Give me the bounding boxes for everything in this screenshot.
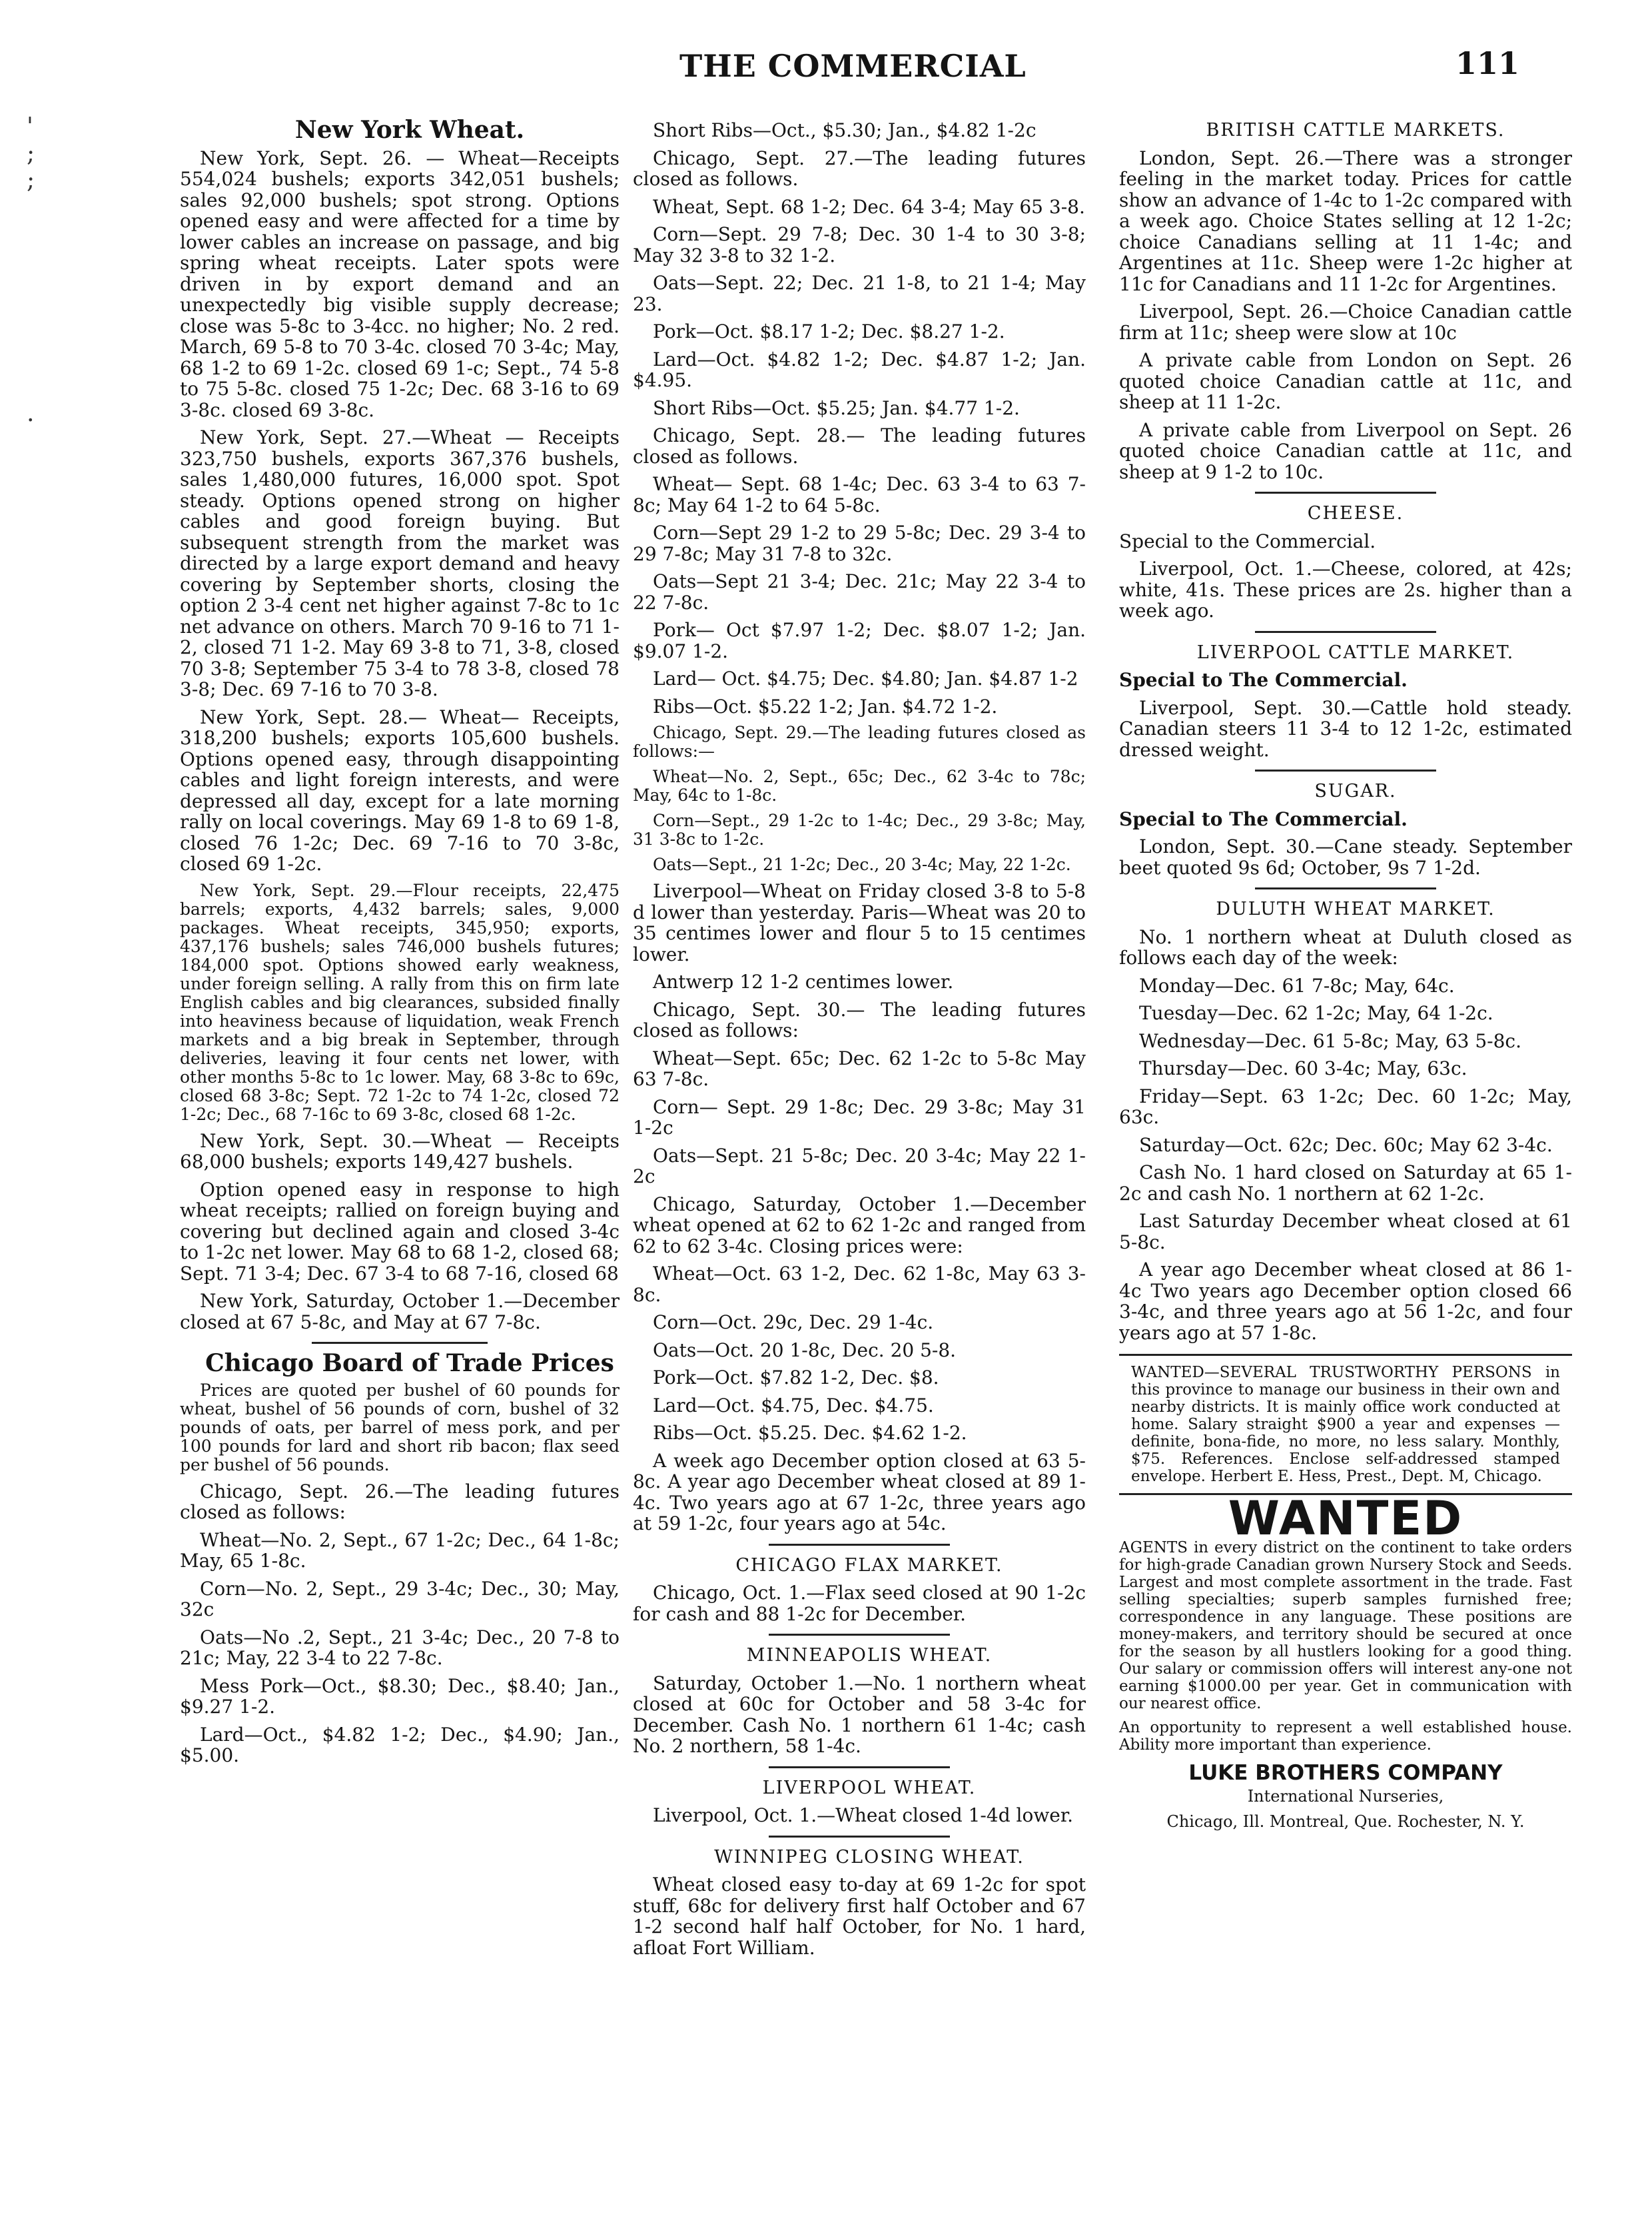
article-paragraph: Saturday, October 1.—No. 1 northern wheat closed at 60c for October and 58 3-4c for December. Cash No. 1 northern 61 1-4c; cash No. 2 northern, 58 1-4c. — [633, 1672, 1086, 1757]
article-paragraph: Oats—No .2, Sept., 21 3-4c; Dec., 20 7-8 to 21c; May, 22 3-4 to 22 7-8c. — [180, 1626, 620, 1669]
section-rule — [312, 1342, 488, 1344]
article-paragraph: New York, Sept. 27.—Wheat — Receipts 323,750 bushels, exports 367,376 bushels, sales 1,480,000 futures, 16,000 spot. Spot steady. Options opened strong on higher cables and good foreign buying. But subsequent strength from the market was directed by a large export demand and heavy covering by September shorts, closing the option 2 3-4 cent net higher against 7-8c to 1c net advance on others. March 70 9-16 to 71 1-2, closed 71 1-2. May 69 3-8 to 71, 3-8, closed 70 3-8; September 75 3-4 to 78 3-8, closed 78 3-8; Dec. 69 7-16 to 70 3-8. — [180, 426, 620, 700]
article-paragraph: Corn—No. 2, Sept., 29 3-4c; Dec., 30; May, 32c — [180, 1577, 620, 1620]
article-paragraph: Wheat— Sept. 68 1-4c; Dec. 63 3-4 to 63 7-8c; May 64 1-2 to 64 5-8c. — [633, 473, 1086, 516]
price-line: Saturday—Oct. 62c; Dec. 60c; May 62 3-4c. — [1139, 1133, 1553, 1156]
article-paragraph: Ribs—Oct. $5.22 1-2; Jan. $4.72 1-2. — [653, 695, 998, 718]
article-paragraph: Corn— Sept. 29 1-8c; Dec. 29 3-8c; May 31 1-2c — [633, 1095, 1086, 1139]
article-paragraph: Wheat—Sept. 65c; Dec. 62 1-2c to 5-8c May 63 7-8c. — [633, 1047, 1086, 1090]
article-paragraph: Chicago, Oct. 1.—Flax seed closed at 90 1-2c for cash and 88 1-2c for December. — [633, 1582, 1086, 1625]
article-paragraph: Chicago, Sept. 28.— The leading futures closed as follows. — [633, 424, 1086, 468]
section-heading: WINNIPEG CLOSING WHEAT. — [714, 1846, 1025, 1868]
article-paragraph: Lard— Oct. $4.75; Dec. $4.80; Jan. $4.87 1-2 — [653, 668, 1078, 690]
article-paragraph: Pork—Oct. $7.82 1-2, Dec. $8. — [653, 1367, 939, 1388]
article-paragraph: Short Ribs—Oct., $5.30; Jan., $4.82 1-2c — [653, 119, 1036, 141]
article-paragraph: A private cable from Liverpool on Sept. 26 quoted choice Canadian cattle at 11c, and sheep at 9 1-2 to 10c. — [1119, 418, 1572, 483]
column-middle — [633, 120, 1086, 1965]
article-paragraph: A week ago December option closed at 63 5-8c. A year ago December wheat closed at 89 1-4c. Two years ago at 67 1-2c, three years ago at 59 1-2c, four years ago at 54c. — [633, 1449, 1086, 1534]
article-paragraph: Last Saturday December wheat closed at 61 5-8c. — [1119, 1210, 1572, 1253]
margin-mark: . — [27, 400, 35, 427]
special-note: Special to the Commercial. — [1119, 530, 1376, 552]
article-paragraph: Corn—Sept. 29 7-8; Dec. 30 1-4 to 30 3-8; May 32 3-8 to 32 1-2. — [633, 223, 1086, 267]
special-note: Special to The Commercial. — [1119, 808, 1408, 830]
ad-text: An opportunity to represent a well established house. Ability more important than experience. — [1119, 1718, 1572, 1754]
article-paragraph: A private cable from London on Sept. 26 quoted choice Canadian cattle at 11c, and sheep at 11 1-2c. — [1119, 349, 1572, 413]
section-rule — [1255, 492, 1436, 494]
section-rule — [1255, 631, 1436, 633]
section-rule — [1255, 770, 1436, 772]
article-paragraph: Corn—Sept., 29 1-2c to 1-4c; Dec., 29 3-8c; May, 31 3-8c to 1-2c. — [633, 811, 1086, 849]
section-heading: SUGAR. — [1314, 781, 1397, 802]
article-paragraph: New York, Sept. 30.—Wheat — Receipts 68,000 bushels; exports 149,427 bushels. — [180, 1129, 620, 1173]
article-paragraph: Short Ribs—Oct. $5.25; Jan. $4.77 1-2. — [653, 396, 1020, 419]
section-heading: MINNEAPOLIS WHEAT. — [746, 1645, 993, 1666]
ad-locations: Chicago, Ill. Montreal, Que. Rochester, N. Y. — [1166, 1812, 1525, 1831]
article-paragraph: Option opened easy in response to high wheat receipts; rallied on foreign buying and covering but declined again and closed 3-4c to 1-2c net lower. May 68 to 68 1-2, closed 68; Sept. 71 3-4; Dec. 67 3-4 to 68 7-16, closed 68 — [180, 1178, 620, 1285]
section-heading: New York Wheat. — [294, 116, 525, 144]
article-paragraph: Oats—Sept. 22; Dec. 21 1-8, to 21 1-4; May 23. — [633, 272, 1086, 315]
section-rule — [769, 1544, 950, 1546]
price-line: Monday—Dec. 61 7-8c; May, 64c. — [1139, 974, 1455, 997]
article-paragraph: New York, Sept. 29.—Flour receipts, 22,475 barrels; exports, 4,432 barrels; sales, 9,000 packages. Wheat receipts, 345,950; exports, 437,176 bushels; sales 746,000 bushels futures; 184,000 spot. Options showed early weakness, under foreign selling. A rally from this on firm late English cables and big clearances, subsided finally into heaviness because of liquidation, weak French markets and a big break in September, through deliveries, leaving it four cents net lower, with other months 5-8c to 1c lower. May, 68 3-8c to 69c, closed 68 3-8c; Sept. 72 1-2c to 74 1-2c, closed 72 1-2c; Dec., 68 7-16c to 69 3-8c, closed 68 1-2c. — [180, 880, 620, 1124]
article-paragraph: New York, Saturday, October 1.—December closed at 67 5-8c, and May at 67 7-8c. — [180, 1290, 620, 1333]
publication-title: THE COMMERCIAL — [679, 48, 1027, 84]
article-paragraph: Liverpool, Sept. 26.—Choice Canadian cattle firm at 11c; sheep were slow at 10c — [1119, 300, 1572, 344]
article-paragraph: London, Sept. 30.—Cane steady. September beet quoted 9s 6d; October, 9s 7 1-2d. — [1119, 835, 1572, 879]
ad-subtitle: International Nurseries, — [1247, 1787, 1444, 1806]
article-paragraph: Wheat—Oct. 63 1-2, Dec. 62 1-8c, May 63 3-8c. — [633, 1263, 1086, 1306]
article-paragraph: Oats—Sept 21 3-4; Dec. 21c; May 22 3-4 to 22 7-8c. — [633, 570, 1086, 614]
ad-text: WANTED—SEVERAL TRUSTWORTHY PERSONS in this province to manage our business in their own and nearby districts. It is mainly office work conducted at home. Salary straight $900 a year and expenses — definite, bona-fide, no more, no less salary. Monthly, $75. References. Enclose self-addressed stamped envelope. Herbert E. Hess, Prest., Dept. M, Chicago. — [1131, 1364, 1560, 1485]
article-paragraph: New York, Sept. 28.— Wheat— Receipts, 318,200 bushels; exports 105,600 bushels. Options opened easy, through disappointing cables and light foreign interests, and were depressed all day, except for a late morning rally on local coverings. May 69 1-8 to 69 1-8, closed 76 1-2c; Dec. 69 7-16 to 70 3-8c, closed 69 1-2c. — [180, 706, 620, 875]
article-paragraph: Cash No. 1 hard closed on Saturday at 65 1-2c and cash No. 1 northern at 62 1-2c. — [1119, 1161, 1572, 1205]
article-paragraph: Wheat, Sept. 68 1-2; Dec. 64 3-4; May 65 3-8. — [653, 195, 1085, 218]
article-paragraph: Ribs—Oct. $5.25. Dec. $4.62 1-2. — [653, 1422, 967, 1444]
article-paragraph: Lard—Oct. $4.82 1-2; Dec. $4.87 1-2; Jan. $4.95. — [633, 348, 1086, 391]
article-paragraph: Oats—Sept. 21 5-8c; Dec. 20 3-4c; May 22 1-2c — [633, 1144, 1086, 1187]
ad-title: WANTED — [1228, 1491, 1463, 1546]
ad-company-name: LUKE BROTHERS COMPANY — [1188, 1760, 1503, 1785]
article-paragraph: Mess Pork—Oct., $8.30; Dec., $8.40; Jan., $9.27 1-2. — [180, 1674, 620, 1718]
margin-mark: ; — [27, 140, 35, 167]
section-heading: DULUTH WHEAT MARKET. — [1216, 899, 1495, 919]
article-paragraph: Chicago, Sept. 27.—The leading futures closed as follows. — [633, 147, 1086, 190]
section-heading: LIVERPOOL WHEAT. — [762, 1777, 977, 1798]
article-paragraph: Lard—Oct., $4.82 1-2; Dec., $4.90; Jan., $5.00. — [180, 1723, 620, 1766]
article-paragraph: A year ago December wheat closed at 86 1-4c Two years ago December option closed 66 3-4c, and three years ago at 56 1-2c, and four years ago at 57 1-8c. — [1119, 1259, 1572, 1344]
article-paragraph: Wheat closed easy to-day at 69 1-2c for spot stuff, 68c for delivery first half October and 67 1-2 second half half October, for No. 1 hard, afloat Fort William. — [633, 1874, 1086, 1959]
article-paragraph: Prices are quoted per bushel of 60 pounds for wheat, bushel of 56 pounds of corn, bushel of 32 pounds of oats, per barrel of mess pork, and per 100 pounds for lard and short rib bacon; flax seed per bushel of 56 pounds. — [180, 1380, 620, 1474]
article-paragraph: Wheat—No. 2, Sept., 67 1-2c; Dec., 64 1-8c; May, 65 1-8c. — [180, 1528, 620, 1572]
section-heading: BRITISH CATTLE MARKETS. — [1206, 120, 1505, 141]
article-paragraph: London, Sept. 26.—There was a stronger feeling in the market today. Prices for cattle show an advance of 1-4c to 1-2c compared with a week ago. Choice States selling at 12 1-2c; choice Canadians selling at 11 1-4c; and Argentines at 11c. Sheep were 1-2c higher at 11c for Canadians and 11 1-2c for Argentines. — [1119, 147, 1572, 295]
ad-text: AGENTS in every district on the continent to take orders for high-grade Canadian grown Nursery Stock and Seeds. Largest and most complete assortment in the trade. Fast selling specialties; superb samples furnished free; correspondence in any language. These positions are money-makers, and territory should be secured at once for the season by all hustlers looking for a good thing. Our salary or commission offers will interest any-one not earning $1000.00 per year. Get in communication with our nearest office. — [1119, 1538, 1572, 1712]
article-paragraph: Oats—Oct. 20 1-8c, Dec. 20 5-8. — [653, 1339, 957, 1361]
column-right — [1119, 120, 1572, 1832]
page-header — [0, 0, 1652, 133]
wanted-advertisement — [1119, 1491, 1572, 1832]
article-paragraph: Antwerp 12 1-2 centimes lower. — [653, 971, 954, 993]
price-line: Tuesday—Dec. 62 1-2c; May, 64 1-2c. — [1139, 1002, 1493, 1024]
section-rule — [1255, 887, 1436, 889]
article-paragraph: Oats—Sept., 21 1-2c; Dec., 20 3-4c; May, 22 1-2c. — [653, 855, 1071, 874]
article-paragraph: Pork—Oct. $8.17 1-2; Dec. $8.27 1-2. — [653, 320, 1005, 342]
section-heading: Chicago Board of Trade Prices — [205, 1349, 614, 1377]
section-heading: CHICAGO FLAX MARKET. — [735, 1554, 1003, 1576]
article-paragraph: Liverpool, Oct. 1.—Cheese, colored, at 42s; white, 41s. These prices are 2s. higher than a week ago. — [1119, 558, 1572, 622]
article-paragraph: Wheat—No. 2, Sept., 65c; Dec., 62 3-4c to 78c; May, 64c to 1-8c. — [633, 767, 1086, 805]
article-paragraph: Pork— Oct $7.97 1-2; Dec. $8.07 1-2; Jan. $9.07 1-2. — [633, 619, 1086, 662]
article-paragraph: New York, Sept. 26. — Wheat—Receipts 554,024 bushels; exports 342,051 bushels; sales 92,000 bushels; spot strong. Options opened easy and were affected for a time by lower cables an increase on passage, and big spring wheat receipts. Later spots were driven in by export demand and an unexpectedly big visible supply decrease; close was 5-8c to 3-4cc. no higher; No. 2 red. March, 69 5-8 to 70 3-4c. closed 70 3-4c; May, 68 1-2 to 69 1-2c. closed 69 1-c; Sept., 74 5-8 to 75 5-8c. closed 75 1-2c; Dec. 68 3-16 to 69 3-8c. closed 69 3-8c. — [180, 147, 620, 421]
special-note: Special to The Commercial. — [1119, 669, 1408, 691]
column-left — [180, 116, 620, 1773]
page-number: 111 — [1455, 45, 1520, 81]
section-rule — [769, 1634, 950, 1636]
article-paragraph: Corn—Sept 29 1-2 to 29 5-8c; Dec. 29 3-4 to 29 7-8c; May 31 7-8 to 32c. — [633, 522, 1086, 565]
price-line: Wednesday—Dec. 61 5-8c; May, 63 5-8c. — [1139, 1029, 1521, 1052]
section-heading: LIVERPOOL CATTLE MARKET. — [1196, 642, 1515, 663]
article-paragraph: Chicago, Sept. 29.—The leading futures closed as follows:— — [633, 723, 1086, 761]
article-paragraph: Corn—Oct. 29c, Dec. 29 1-4c. — [653, 1311, 934, 1333]
price-line: Thursday—Dec. 60 3-4c; May, 63c. — [1139, 1057, 1467, 1079]
article-paragraph: Chicago, Saturday, October 1.—December wheat opened at 62 to 62 1-2c and ranged from 62 to 62 3-4c. Closing prices were: — [633, 1193, 1086, 1257]
section-rule — [769, 1766, 950, 1768]
section-heading: CHEESE. — [1307, 503, 1404, 524]
article-paragraph: Chicago, Sept. 30.— The leading futures closed as follows: — [633, 998, 1086, 1041]
article-paragraph: Lard—Oct. $4.75, Dec. $4.75. — [653, 1394, 934, 1416]
price-line: Friday—Sept. 63 1-2c; Dec. 60 1-2c; May, 63c. — [1119, 1085, 1572, 1128]
article-paragraph: Liverpool—Wheat on Friday closed 3-8 to 5-8 d lower than yesterday. Paris—Wheat was 20 to 35 centimes lower and flour 5 to 15 centimes lower. — [633, 880, 1086, 965]
article-paragraph: Liverpool, Sept. 30.—Cattle hold steady. Canadian steers 11 3-4 to 12 1-2c, estimated dressed weight. — [1119, 696, 1572, 761]
margin-mark: ' — [27, 113, 33, 141]
article-paragraph: Liverpool, Oct. 1.—Wheat closed 1-4d lower. — [653, 1804, 1074, 1826]
classified-ad — [1119, 1354, 1572, 1495]
article-paragraph: No. 1 northern wheat at Duluth closed as follows each day of the week: — [1119, 925, 1572, 969]
article-paragraph: Chicago, Sept. 26.—The leading futures closed as follows: — [180, 1480, 620, 1523]
section-rule — [769, 1836, 950, 1838]
margin-mark: ; — [27, 167, 35, 194]
